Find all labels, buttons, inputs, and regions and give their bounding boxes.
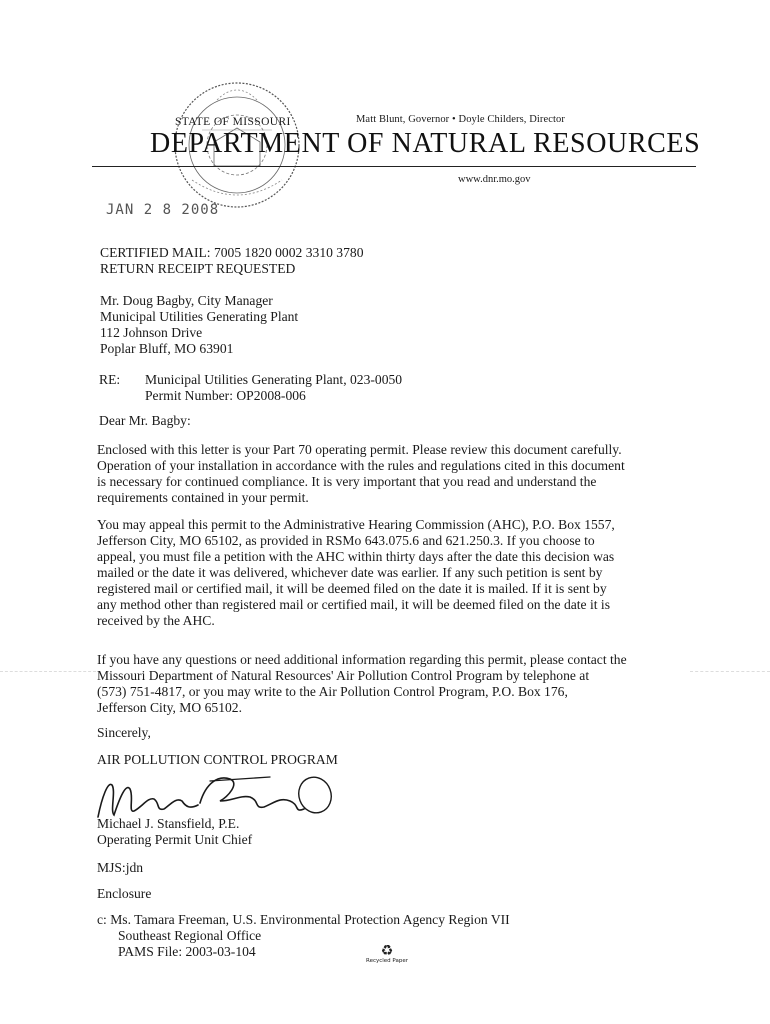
- website-link[interactable]: www.dnr.mo.gov: [458, 174, 531, 185]
- seal-text: STATE OF MISSOURI: [175, 116, 291, 128]
- re-line-2: Permit Number: OP2008-006: [145, 388, 306, 403]
- recycle-icon: ♻: [380, 943, 394, 959]
- paragraph-line: requirements contained in your permit.: [97, 490, 309, 505]
- paragraph-line: Missouri Department of Natural Resources' Air Pollution Control Program by telephone at: [97, 668, 590, 683]
- re-line-1: Municipal Utilities Generating Plant, 023-0050: [145, 372, 403, 387]
- signer-name: Michael J. Stansfield, P.E.: [97, 816, 240, 831]
- recycled-label: Recycled Paper: [366, 958, 408, 964]
- return-receipt-line: RETURN RECEIPT REQUESTED: [100, 261, 296, 276]
- closing: Sincerely,: [97, 725, 151, 740]
- paragraph-line: If you have any questions or need additional information regarding this permit, please contact the: [97, 652, 627, 667]
- recipient-street: 112 Johnson Drive: [100, 325, 203, 340]
- salutation: Dear Mr. Bagby:: [99, 413, 191, 428]
- paragraph-line: registered mail or certified mail, it will be deemed filed on the date it is mailed. If it is sent by: [97, 581, 607, 596]
- paragraph-line: Jefferson City, MO 65102.: [97, 700, 242, 715]
- paragraph-line: Operation of your installation in accordance with the rules and regulations cited in this document: [97, 458, 625, 473]
- paragraph-line: is necessary for continued compliance. It is very important that you read and understand the: [97, 474, 597, 489]
- cc-line-3: PAMS File: 2003-03-104: [118, 944, 256, 959]
- paragraph-line: You may appeal this permit to the Administrative Hearing Commission (AHC), P.O. Box 1557,: [97, 517, 615, 532]
- cc-line-1: c: Ms. Tamara Freeman, U.S. Environmental Protection Agency Region VII: [97, 912, 510, 927]
- cc-line-2: Southeast Regional Office: [118, 928, 262, 943]
- date-stamp: JAN 2 8 2008: [106, 202, 220, 218]
- program-name: AIR POLLUTION CONTROL PROGRAM: [97, 752, 338, 767]
- paragraph-3: [97, 652, 697, 716]
- scan-artifact: [0, 671, 96, 672]
- paragraph-line: received by the AHC.: [97, 613, 215, 628]
- recipient-name: Mr. Doug Bagby, City Manager: [100, 293, 273, 308]
- recipient-org: Municipal Utilities Generating Plant: [100, 309, 299, 324]
- enclosure: Enclosure: [97, 886, 152, 901]
- signer-title: Operating Permit Unit Chief: [97, 832, 253, 847]
- certified-mail-line: CERTIFIED MAIL: 7005 1820 0002 3310 3780: [100, 245, 364, 260]
- re-label: RE:: [99, 372, 121, 387]
- paragraph-1: [97, 442, 697, 506]
- paragraph-line: Jefferson City, MO 65102, as provided in RSMo 643.075.6 and 621.250.3. If you choose to: [97, 533, 595, 548]
- scan-artifact: [690, 671, 770, 672]
- paragraph-2: [97, 517, 697, 629]
- recipient-city: Poplar Bluff, MO 63901: [100, 341, 234, 356]
- recycled-paper-mark: [362, 944, 412, 964]
- paragraph-line: any method other than registered mail or certified mail, it will be deemed filed on the date it is: [97, 597, 610, 612]
- paragraph-line: mailed or the date it was delivered, whichever date was earlier. If any such petition is sent by: [97, 565, 603, 580]
- paragraph-line: (573) 751-4817, or you may write to the Air Pollution Control Program, P.O. Box 176,: [97, 684, 568, 699]
- recipient-address: [100, 293, 298, 357]
- officials-line: Matt Blunt, Governor • Doyle Childers, Director: [356, 114, 566, 125]
- letterhead-rule: [92, 166, 696, 167]
- paragraph-line: Enclosed with this letter is your Part 70 operating permit. Please review this document carefully.: [97, 442, 622, 457]
- initials: MJS:jdn: [97, 860, 144, 875]
- department-title: DEPARTMENT OF NATURAL RESOURCES: [150, 128, 701, 159]
- paragraph-line: appeal, you must file a petition with the AHC within thirty days after the date this decision was: [97, 549, 615, 564]
